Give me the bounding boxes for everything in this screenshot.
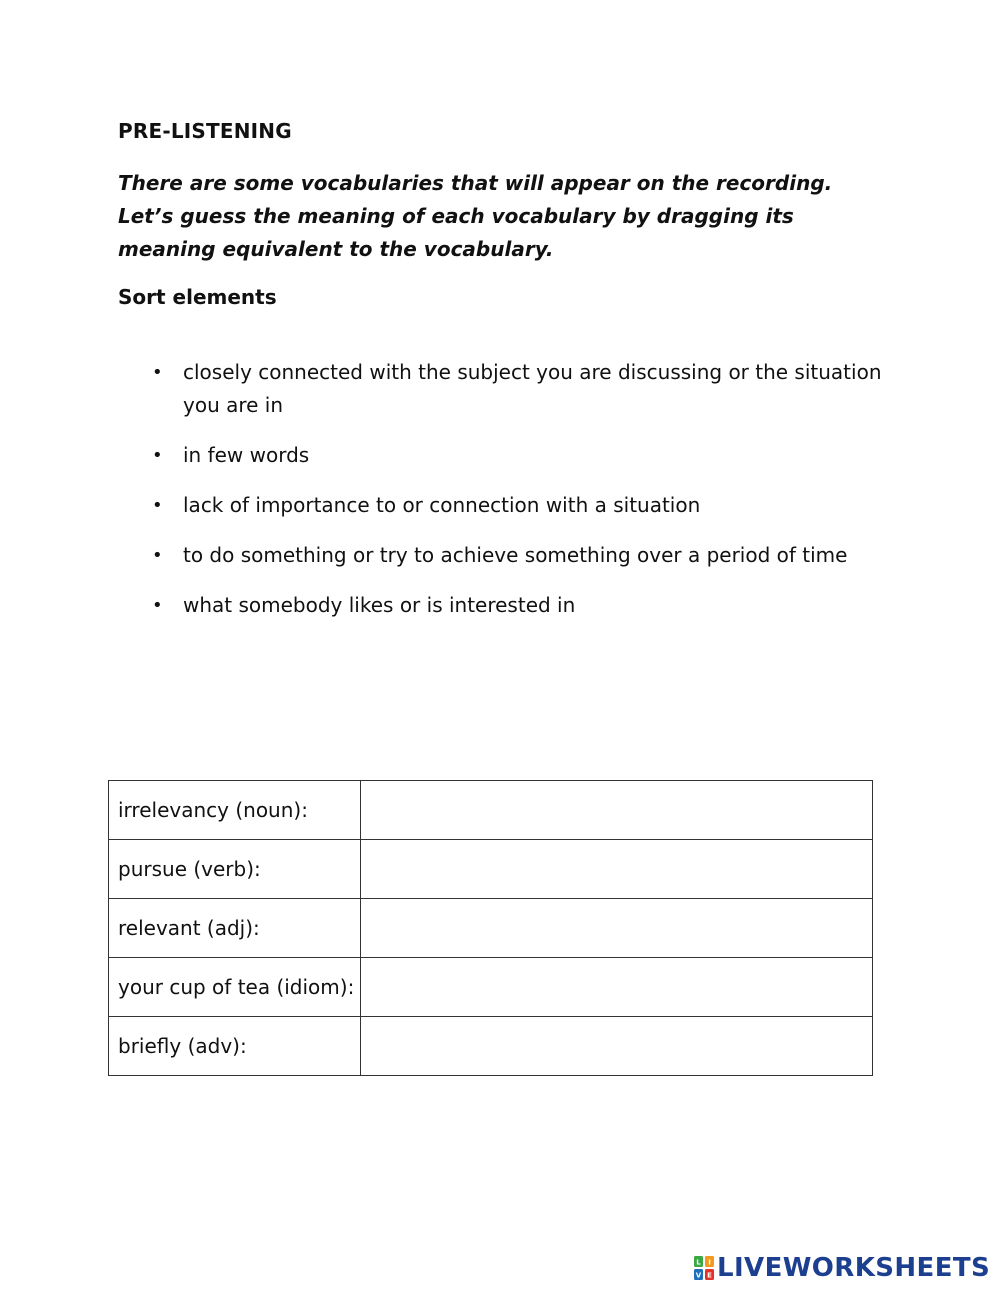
liveworksheets-brand xyxy=(694,1252,990,1284)
answer-drop-zone[interactable] xyxy=(361,840,873,899)
vocab-term: pursue (verb): xyxy=(109,840,361,899)
answer-drop-zone[interactable] xyxy=(361,958,873,1017)
bullet-icon: • xyxy=(152,495,163,516)
svg-text:V: V xyxy=(695,1271,702,1280)
draggable-option[interactable] xyxy=(150,489,885,522)
liveworksheets-logo-icon xyxy=(694,1256,714,1280)
svg-text:E: E xyxy=(707,1271,712,1280)
instructions-text: There are some vocabularies that will appear on the recording. Let’s guess the meaning of each vocabulary by dragging its meaning equivalent to the vocabulary. xyxy=(118,171,833,261)
sort-elements-label: Sort elements xyxy=(118,285,277,309)
section-heading: PRE-LISTENING xyxy=(118,119,292,143)
answer-drop-zone[interactable] xyxy=(361,1017,873,1076)
option-text: lack of importance to or connection with a situation xyxy=(183,493,701,517)
draggable-option[interactable] xyxy=(150,539,885,572)
svg-text:I: I xyxy=(708,1258,711,1267)
option-text: to do something or try to achieve something over a period of time xyxy=(183,543,848,567)
answer-drop-zone[interactable] xyxy=(361,781,873,840)
vocab-term: briefly (adv): xyxy=(109,1017,361,1076)
table-row xyxy=(109,781,873,840)
draggable-option[interactable] xyxy=(150,356,885,422)
bullet-icon: • xyxy=(152,545,163,566)
brand-name: LIVEWORKSHEETS xyxy=(717,1253,991,1283)
option-text: closely connected with the subject you are discussing or the situation you are in xyxy=(183,360,882,417)
table-row xyxy=(109,958,873,1017)
bullet-icon: • xyxy=(152,595,163,616)
table-row xyxy=(109,1017,873,1076)
vocab-term: relevant (adj): xyxy=(109,899,361,958)
table-row xyxy=(109,899,873,958)
draggable-option[interactable] xyxy=(150,589,885,622)
answer-drop-zone[interactable] xyxy=(361,899,873,958)
option-text: what somebody likes or is interested in xyxy=(183,593,576,617)
option-text: in few words xyxy=(183,443,310,467)
vocabulary-table xyxy=(108,780,873,1076)
svg-text:L: L xyxy=(696,1258,701,1267)
draggable-options-list xyxy=(150,356,885,639)
vocab-term: your cup of tea (idiom): xyxy=(109,958,361,1017)
bullet-icon: • xyxy=(152,445,163,466)
table-row xyxy=(109,840,873,899)
draggable-option[interactable] xyxy=(150,439,885,472)
vocab-term: irrelevancy (noun): xyxy=(109,781,361,840)
bullet-icon: • xyxy=(152,362,163,383)
